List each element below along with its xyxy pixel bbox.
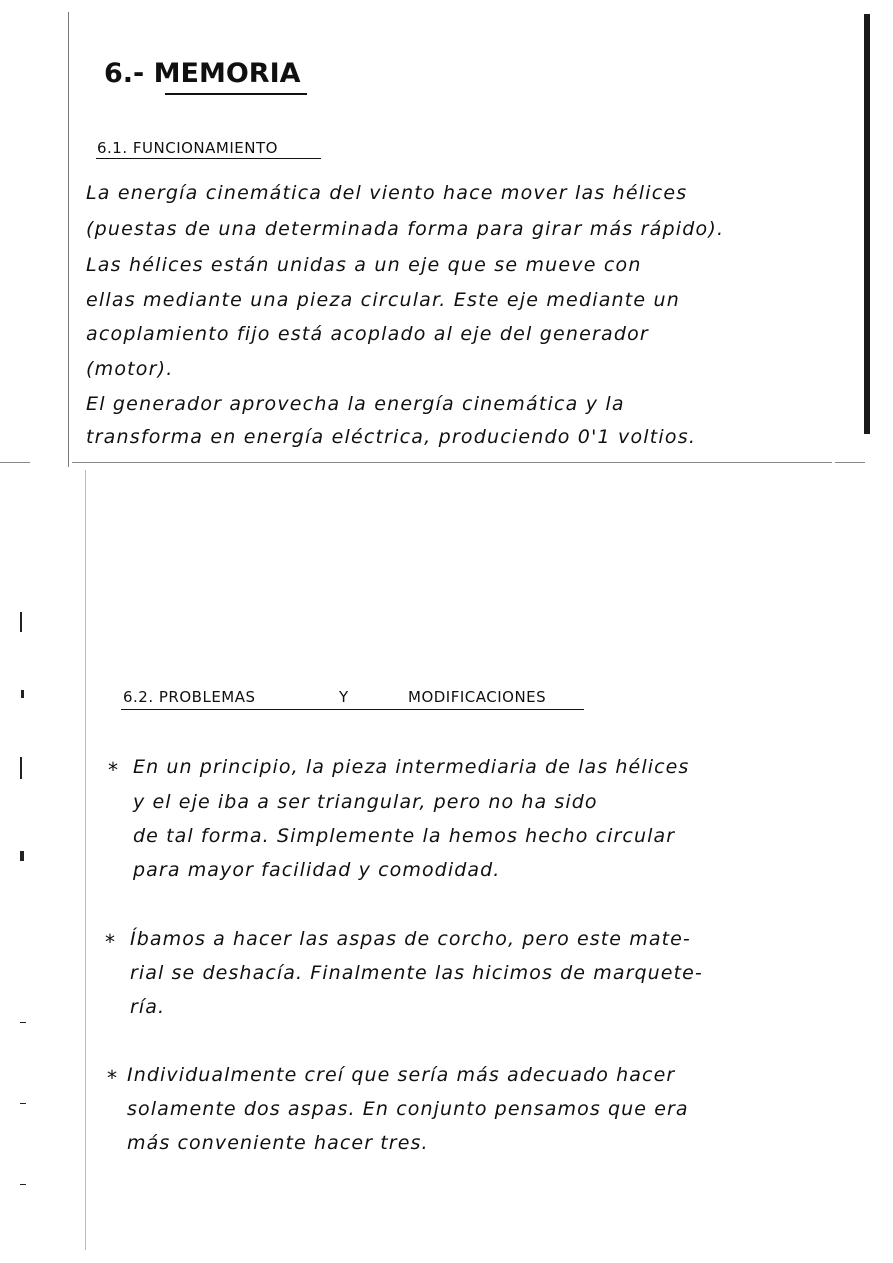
binding-hole-mark (20, 1022, 26, 1023)
binding-hole-mark (20, 1103, 26, 1104)
heading-underline (121, 709, 584, 710)
bullet-line: más conveniente hacer tres. (127, 1132, 429, 1154)
margin-line-top (68, 12, 69, 467)
paragraph-line: La energía cinemática del viento hace mover las hélices (86, 182, 688, 204)
bullet-line: solamente dos aspas. En conjunto pensamos que era (127, 1098, 689, 1120)
bullet-asterisk: * (107, 1066, 117, 1090)
paragraph-line: Las hélices están unidas a un eje que se mueve con (86, 254, 642, 276)
bullet-line: para mayor facilidad y comodidad. (133, 859, 501, 881)
bullet-line: y el eje iba a ser triangular, pero no ha sido (133, 791, 598, 813)
paragraph-line: ellas mediante una pieza circular. Este eje mediante un (86, 289, 681, 311)
section-heading-problemas: 6.2. PROBLEMAS (123, 688, 256, 706)
binding-hole-mark (20, 757, 22, 779)
bullet-line: Íbamos a hacer las aspas de corcho, pero este mate- (130, 928, 691, 950)
bullet-line: rial se deshacía. Finalmente las hicimos de marquete- (130, 962, 703, 984)
bullet-line: de tal forma. Simplemente la hemos hecho circular (133, 825, 676, 847)
paragraph-line: transforma en energía eléctrica, produciendo 0'1 voltios. (86, 426, 697, 448)
margin-line-bottom (85, 470, 86, 1250)
bullet-line: En un principio, la pieza intermediaria de las hélices (133, 756, 690, 778)
paragraph-line: (motor). (86, 358, 174, 380)
bullet-asterisk: * (108, 758, 118, 782)
title-underline (165, 93, 307, 95)
bullet-asterisk: * (105, 930, 115, 954)
page-title: 6.- MEMORIA (104, 58, 301, 89)
page-fold-divider (835, 462, 865, 463)
section-heading-funcionamiento: 6.1. FUNCIONAMIENTO (97, 139, 278, 157)
binding-hole-mark (21, 690, 24, 698)
section-heading-and: Y (339, 688, 349, 706)
page-fold-divider (0, 462, 30, 463)
scan-edge-right (864, 14, 870, 434)
heading-underline (96, 158, 321, 159)
page-fold-divider (72, 462, 832, 463)
section-heading-modificaciones: MODIFICACIONES (408, 688, 547, 706)
paragraph-line: acoplamiento fijo está acoplado al eje del generador (86, 323, 649, 345)
binding-hole-mark (20, 851, 24, 861)
paragraph-line: (puestas de una determinada forma para girar más rápido). (86, 218, 725, 240)
bullet-line: ría. (130, 996, 166, 1018)
binding-hole-mark (20, 1184, 26, 1185)
paragraph-line: El generador aprovecha la energía cinemática y la (86, 393, 625, 415)
bullet-line: Individualmente creí que sería más adecuado hacer (127, 1064, 676, 1086)
binding-hole-mark (20, 612, 22, 632)
